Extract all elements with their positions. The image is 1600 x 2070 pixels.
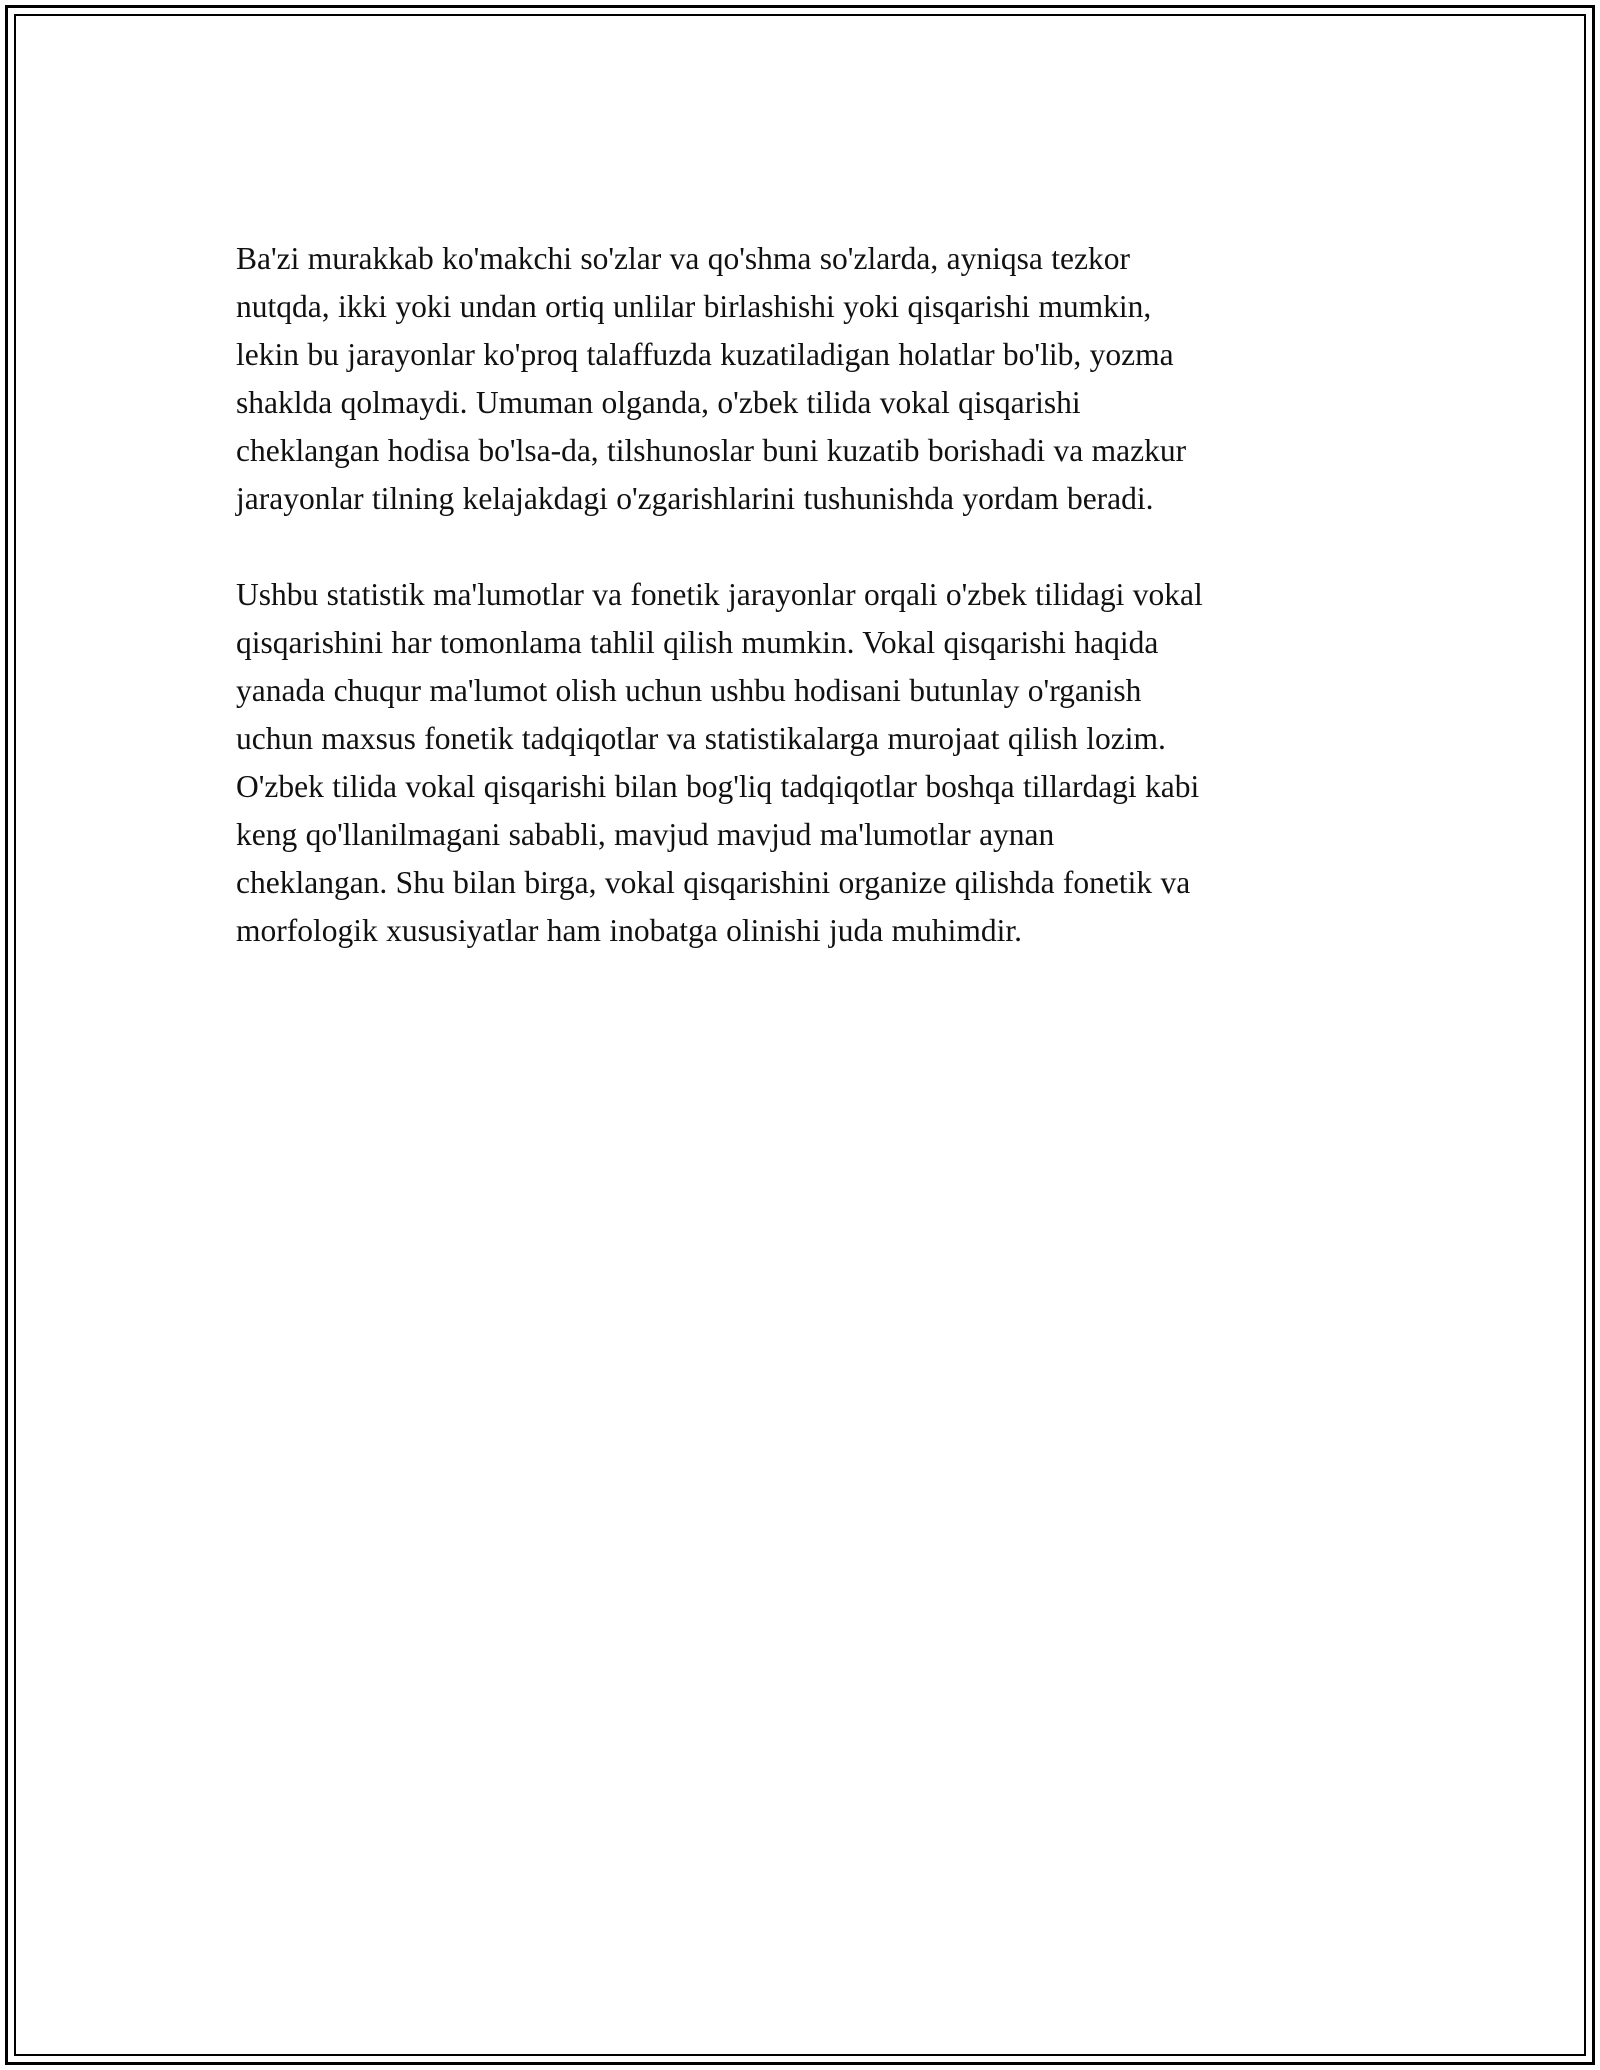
text-line: lekin bu jarayonlar ko'proq talaffuzda kuzatiladigan holatlar bo'lib, yozma xyxy=(236,337,1174,372)
text-line: keng qo'llanilmagani sababli, mavjud mavjud ma'lumotlar aynan xyxy=(236,817,1055,852)
text-line: Ba'zi murakkab ko'makchi so'zlar va qo'shma so'zlarda, ayniqsa tezkor xyxy=(236,241,1130,276)
text-line: Ushbu statistik ma'lumotlar va fonetik jarayonlar orqali o'zbek tilidagi vokal xyxy=(236,577,1203,612)
document-body xyxy=(236,235,1366,1003)
text-line: morfologik xususiyatlar ham inobatga olinishi juda muhimdir. xyxy=(236,913,1023,948)
text-line: yanada chuqur ma'lumot olish uchun ushbu hodisani butunlay o'rganish xyxy=(236,673,1142,708)
text-line: cheklangan hodisa bo'lsa-da, tilshunoslar buni kuzatib borishadi va mazkur xyxy=(236,433,1187,468)
paragraph-1 xyxy=(236,235,1366,523)
text-line: jarayonlar tilning kelajakdagi o'zgarishlarini tushunishda yordam beradi. xyxy=(236,481,1154,516)
text-line: shaklda qolmaydi. Umuman olganda, o'zbek tilida vokal qisqarishi xyxy=(236,385,1081,420)
paragraph-2 xyxy=(236,571,1366,955)
text-line: nutqda, ikki yoki undan ortiq unlilar birlashishi yoki qisqarishi mumkin, xyxy=(236,289,1152,324)
text-line: uchun maxsus fonetik tadqiqotlar va statistikalarga murojaat qilish lozim. xyxy=(236,721,1166,756)
text-line: O'zbek tilida vokal qisqarishi bilan bog'liq tadqiqotlar boshqa tillardagi kabi xyxy=(236,769,1200,804)
text-line: qisqarishini har tomonlama tahlil qilish mumkin. Vokal qisqarishi haqida xyxy=(236,625,1159,660)
text-line: cheklangan. Shu bilan birga, vokal qisqarishini organize qilishda fonetik va xyxy=(236,865,1191,900)
